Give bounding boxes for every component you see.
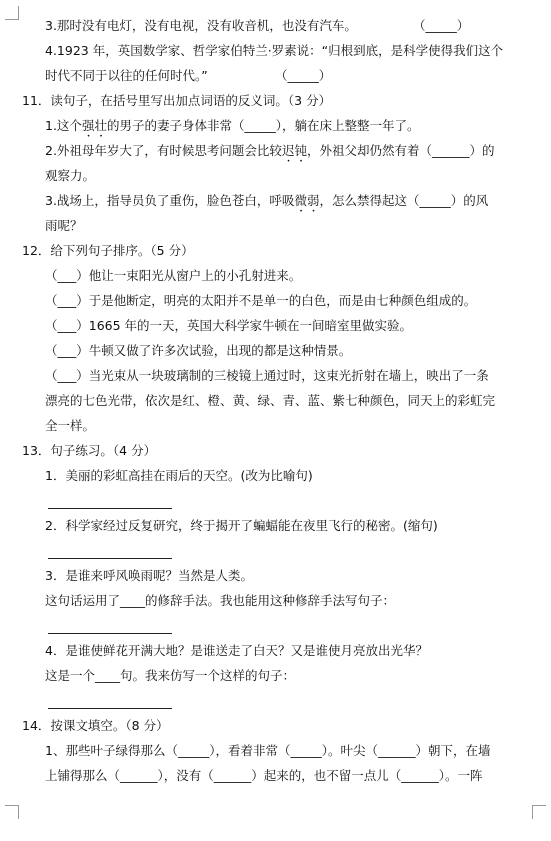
q13-heading: 13．句子练习。（4 分） [22, 443, 157, 458]
q12-heading: 12．给下列句子排序。（5 分） [22, 243, 194, 258]
q11-item-2-dotted-word: 迟钝 [281, 143, 307, 158]
q11-item-3-dotted-word: 微弱 [294, 193, 320, 208]
q12-sentence-3: （___）1665 年的一天，英国大科学家牛顿在一间暗室里做实验。 [45, 318, 413, 333]
q13-item-4-prompt: 这是一个____句。我来仿写一个这样的句子： [45, 668, 296, 683]
corner-crop-mark-bottom-right [532, 805, 546, 819]
q11-item-3: 3.战场上，指导员负了重伤，脸色苍白，呼吸微弱，怎么禁得起这（_____）的风 [45, 193, 489, 208]
q12-sentence-2: （___）于是他断定，明亮的太阳并不是单一的白色，而是由七种颜色组成的。 [45, 293, 477, 308]
q11-item-1-dotted-word: 强壮 [81, 118, 107, 133]
q11-item-3-line2: 雨呢？ [45, 218, 83, 233]
corner-crop-mark-top-left [5, 6, 19, 20]
q13-item-3-prompt: 这句话运用了____的修辞手法。我也能用这种修辞手法写句子： [45, 593, 396, 608]
q10-item-4-line2: 时代不同于以往的任何时代。” [45, 68, 208, 83]
q13-item-3-answer-line [48, 633, 172, 634]
q12-sentence-5-line2: 漂亮的七色光带，依次是红、橙、黄、绿、青、蓝、紫七种颜色，同天上的彩虹完 [45, 393, 496, 408]
q13-item-3: 3．是谁来呼风唤雨呢？当然是人类。 [45, 568, 253, 583]
q12-sentence-5-line3: 全一样。 [45, 418, 96, 433]
q11-item-2-line2: 观察力。 [45, 168, 96, 183]
q13-item-1: 1．美丽的彩虹高挂在雨后的天空。(改为比喻句) [45, 468, 313, 483]
q11-item-1: 1.这个强壮的男子的妻子身体非常（_____），躺在床上整整一年了。 [45, 118, 420, 133]
q13-item-1-answer-line [48, 508, 172, 509]
q10-item-4-answer-blank: （_____） [275, 68, 332, 83]
q13-item-4-answer-line [48, 708, 172, 709]
q12-sentence-4: （___）牛顿又做了许多次试验，出现的都是这种情景。 [45, 343, 352, 358]
q14-item-1-line1: 1、那些叶子绿得那么（_____），看着非常（_____）。叶尖（______）朝下，在墙 [45, 743, 491, 758]
q14-item-1-line2: 上铺得那么（______），没有（______）起来的，也不留一点儿（______）。一阵 [45, 768, 483, 783]
q13-item-4: 4．是谁使鲜花开满大地？是谁送走了白天？又是谁使月亮放出光华？ [45, 643, 428, 658]
q13-item-2-answer-line [48, 558, 172, 559]
q10-item-3-answer-blank: （_____） [413, 18, 470, 33]
q12-sentence-5-line1: （___）当光束从一块玻璃制的三棱镜上通过时，这束光折射在墙上，映出了一条 [45, 368, 489, 383]
q11-heading: 11．读句子，在括号里写出加点词语的反义词。（3 分） [22, 93, 332, 108]
corner-crop-mark-bottom-left [5, 805, 19, 819]
q11-item-2: 2.外祖母年岁大了，有时候思考问题会比较迟钝，外祖父却仍然有着（______）的 [45, 143, 495, 158]
q10-item-4-line1: 4.1923 年，英国数学家、哲学家伯特兰·罗素说：“归根到底，是科学使得我们这个 [45, 43, 504, 58]
q10-item-3: 3.那时没有电灯，没有电视，没有收音机，也没有汽车。 [45, 18, 357, 33]
q13-item-2: 2．科学家经过反复研究，终于揭开了蝙蝠能在夜里飞行的秘密。(缩句) [45, 518, 438, 533]
q12-sentence-1: （___）他让一束阳光从窗户上的小孔射进来。 [45, 268, 302, 283]
q14-heading: 14．按课文填空。（8 分） [22, 718, 169, 733]
